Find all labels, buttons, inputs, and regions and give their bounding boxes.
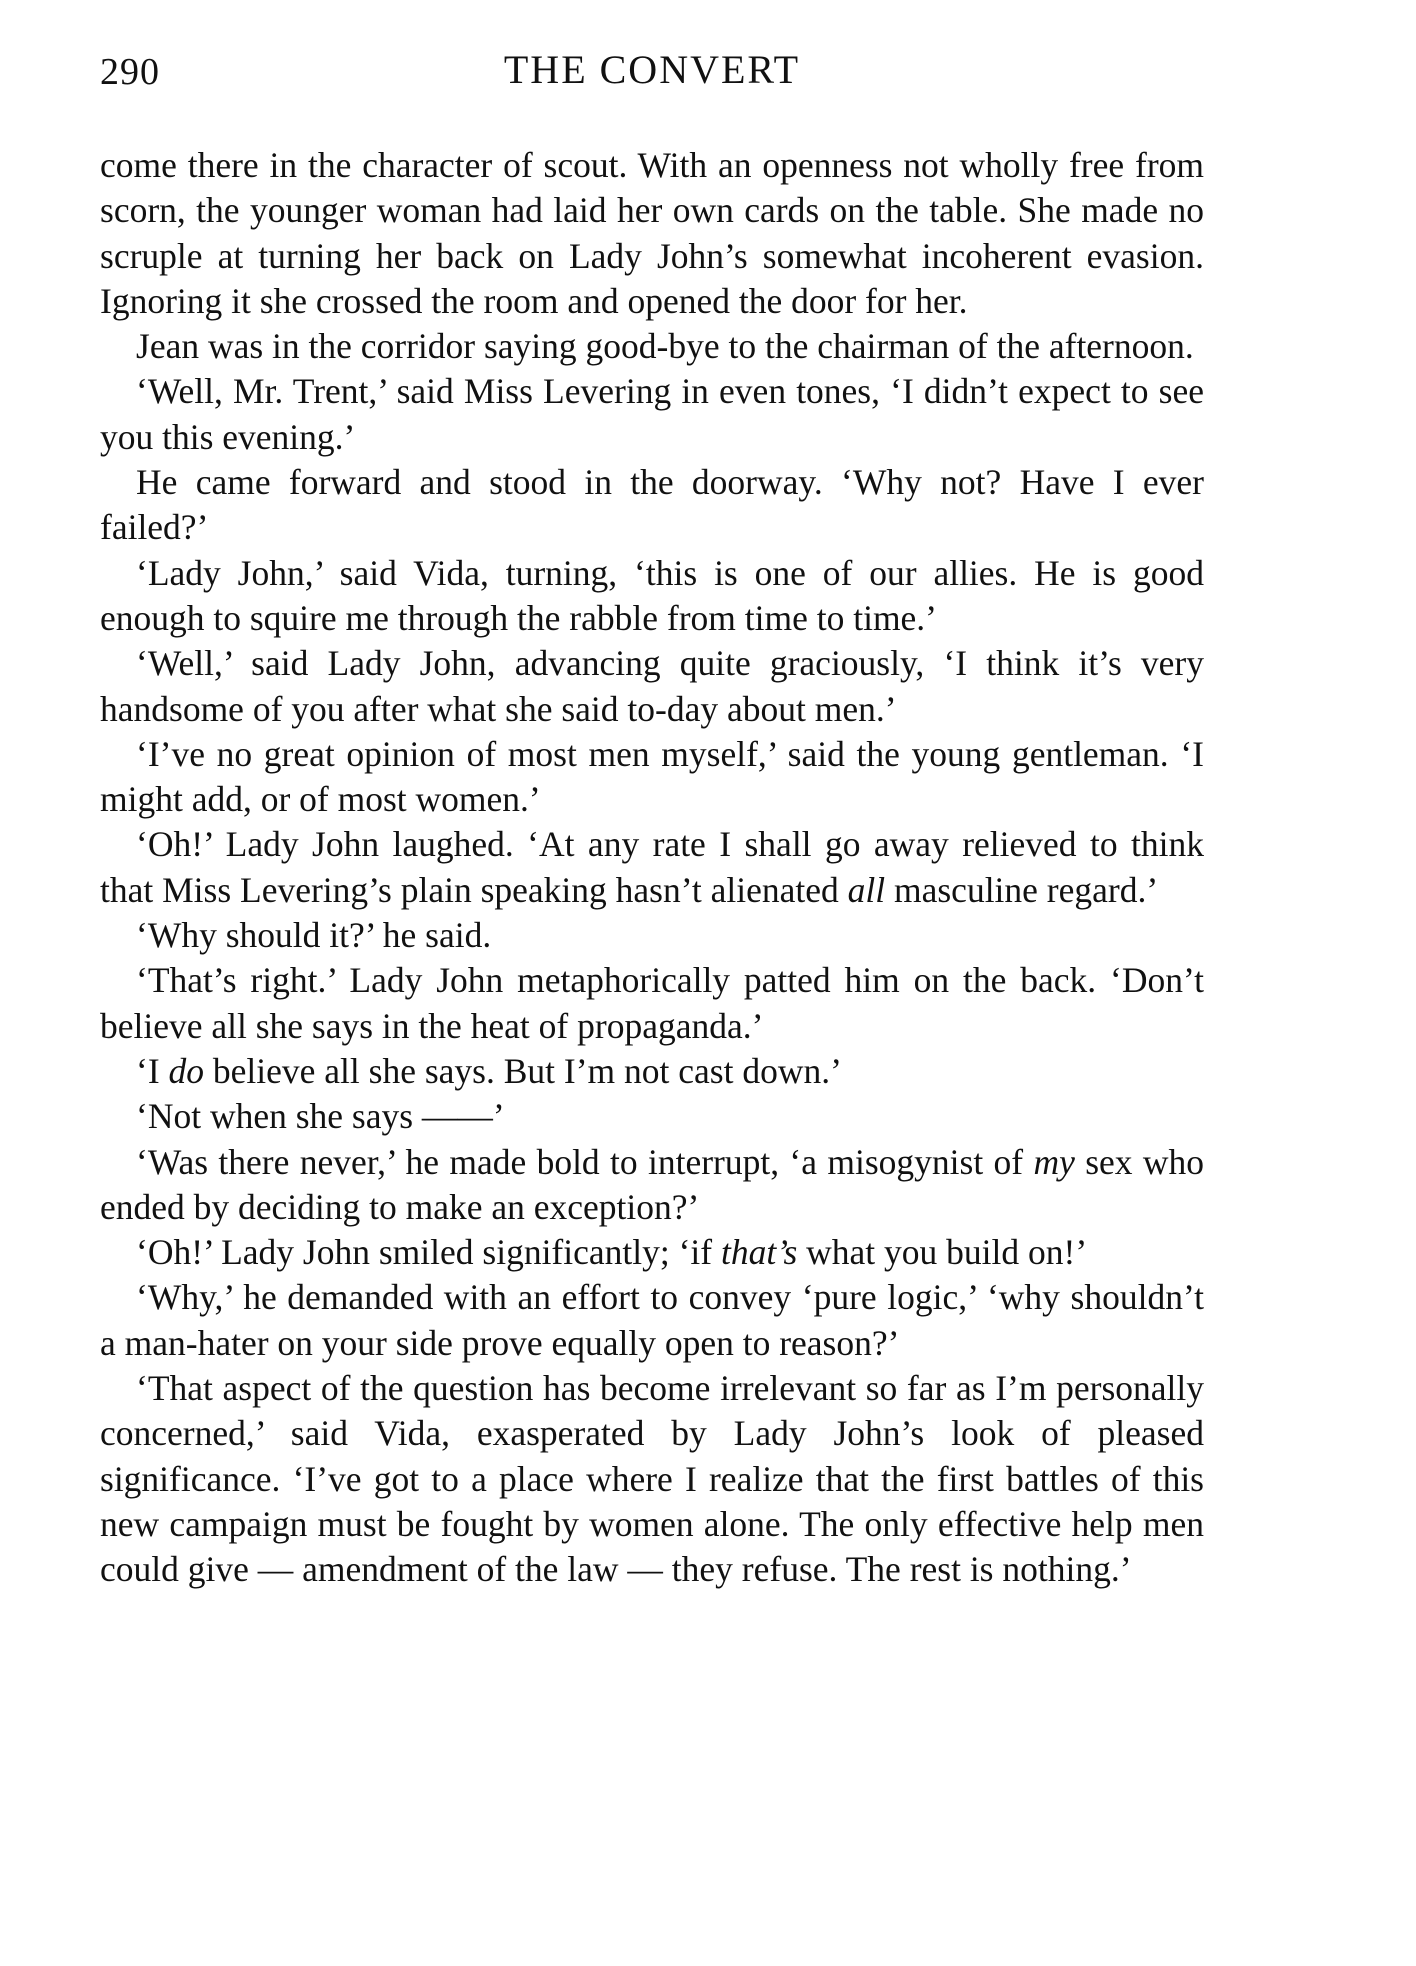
paragraph: ‘I do believe all she says. But I’m not cast down.’ xyxy=(136,1050,842,1091)
paragraph: ‘Lady John,’ said Vida, turning, ‘this is one of our allies. He is good enough to squire me through the rabble from time to time.’ xyxy=(100,552,1204,638)
paragraph: ‘Why,’ he demanded with an effort to convey ‘pure logic,’ ‘why shouldn’t a man-hater on your side prove equally open to reason?’ xyxy=(100,1277,1204,1363)
paragraph: ‘Was there never,’ he made bold to interrupt, ‘a misogynist of my sex who ended by deciding to make an exception?’ xyxy=(100,1141,1205,1227)
paragraph: Jean was in the corridor saying good-bye to the chairman of the afternoon. xyxy=(136,326,1194,367)
paragraph: He came forward and stood in the doorway. ‘Why not? Have I ever failed?’ xyxy=(100,462,1204,548)
paragraph: come there in the character of scout. With an openness not wholly free from scorn, the younger woman had laid her own cards on the table. She made no scruple at turning her back on Lady John’s somewhat incoherent evasion. Ignoring it she crossed the room and opened the door for her. xyxy=(100,145,1204,321)
paragraph: ‘Oh!’ Lady John smiled significantly; ‘if that’s what you build on!’ xyxy=(136,1232,1088,1273)
paragraph: ‘Well, Mr. Trent,’ said Miss Levering in even tones, ‘I didn’t expect to see you this evening.’ xyxy=(100,371,1204,457)
italic-emphasis: do xyxy=(168,1050,205,1091)
paragraph: ‘That’s right.’ Lady John metaphorically patted him on the back. ‘Don’t believe all she says in the heat of propaganda.’ xyxy=(100,960,1204,1046)
body-text xyxy=(100,143,1204,1593)
italic-emphasis: my xyxy=(1033,1141,1075,1182)
paragraph: ‘Why should it?’ he said. xyxy=(136,915,492,956)
page-number: 290 xyxy=(100,51,160,93)
running-title: THE CONVERT xyxy=(503,47,801,92)
italic-emphasis: all xyxy=(847,869,886,910)
paragraph: ‘That aspect of the question has become irrelevant so far as I’m personally concerned,’ said Vida, exasperated by Lady John’s look of pleased significance. ‘I’ve got to a place where I realize that the first battles of this new campaign must be fought by women alone. The only effective help men could give — amendment of the law — they refuse. The rest is nothing.’ xyxy=(100,1368,1204,1590)
paragraph: ‘Oh!’ Lady John laughed. ‘At any rate I shall go away relieved to think that Miss Levering’s plain speaking hasn’t alienated all masculine regard.’ xyxy=(100,824,1204,910)
page-header xyxy=(100,46,1204,106)
paragraph: ‘Not when she says ——’ xyxy=(136,1096,505,1137)
italic-emphasis: that’s xyxy=(720,1232,798,1273)
paragraph: ‘Well,’ said Lady John, advancing quite graciously, ‘I think it’s very handsome of you after what she said to-day about men.’ xyxy=(100,643,1204,729)
paragraph: ‘I’ve no great opinion of most men myself,’ said the young gentleman. ‘I might add, or of most women.’ xyxy=(100,733,1204,820)
